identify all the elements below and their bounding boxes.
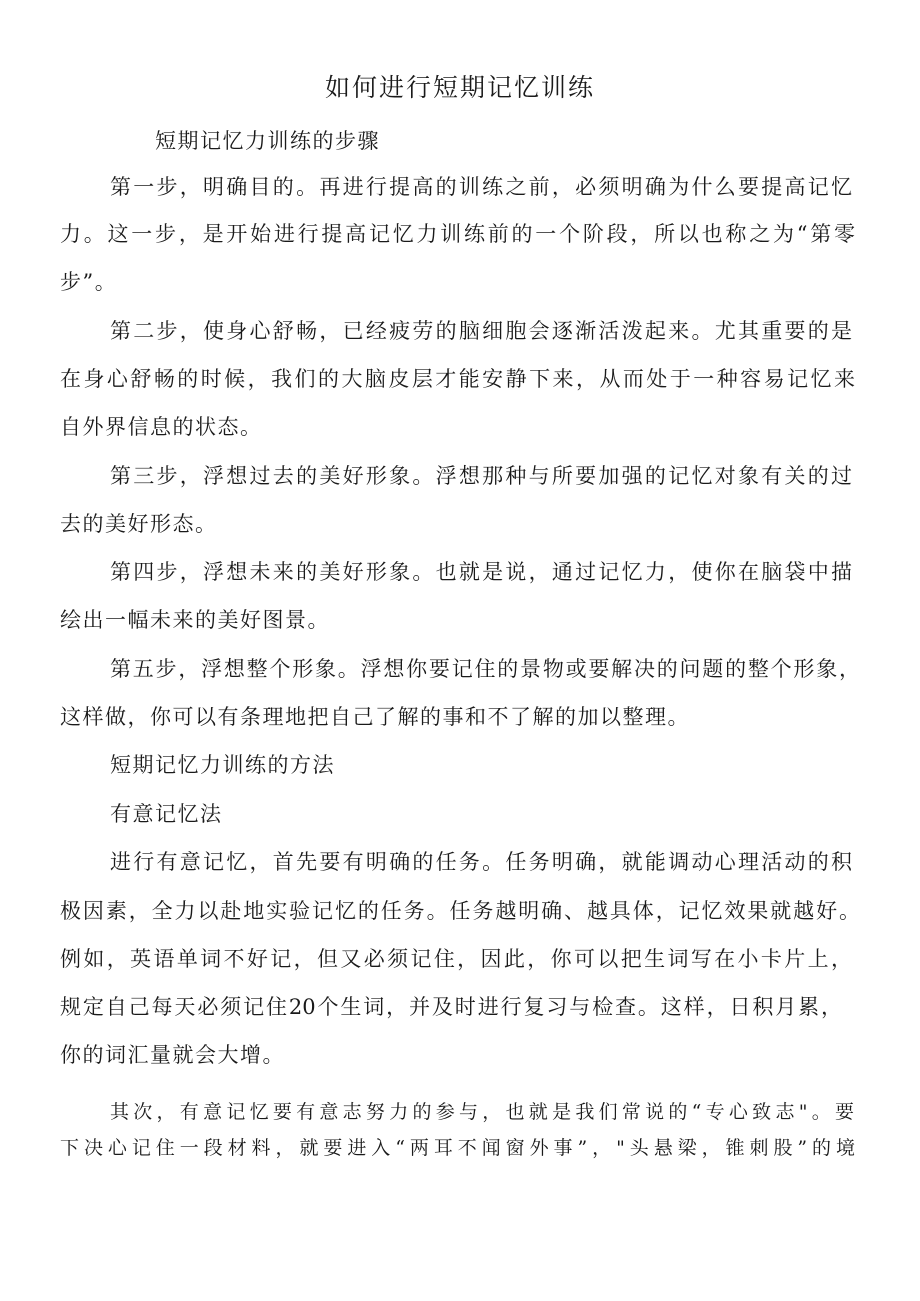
paragraph-line: 第五步，浮想整个形象。浮想你要记住的景物或要解决的问题的整个形象， (110, 657, 860, 681)
paragraph-line: 步”。 (60, 270, 118, 294)
paragraph-line: 下决心记住一段材料，就要进入“两耳不闻窗外事”，"头悬梁，锥刺股”的境 (60, 1137, 855, 1159)
paragraph-line: 其次，有意记忆要有意志努力的参与，也就是我们常说的“专心致志"。要 (110, 1101, 854, 1123)
paragraph-line: 短期记忆力训练的步骤 (155, 129, 380, 153)
subsection-heading: 有意记忆法 (110, 802, 223, 826)
paragraph-line: 在身心舒畅的时候，我们的大脑皮层才能安静下来，从而处于一种容易记忆来 (60, 367, 855, 391)
paragraph-line: 规定自己每天必须记住20个生词，并及时进行复习与检查。这样，日积月累， (60, 995, 842, 1019)
paragraph-line: 极因素，全力以赴地实验记忆的任务。任务越明确、越具体，记忆效果就越好。 (60, 899, 860, 923)
paragraph-line: 去的美好形态。 (60, 512, 218, 536)
paragraph-line: 自外界信息的状态。 (60, 415, 263, 439)
document-title: 如何进行短期记忆训练 (324, 73, 595, 102)
paragraph-line: 第三步，浮想过去的美好形象。浮想那种与所要加强的记忆对象有关的过 (110, 464, 852, 488)
paragraph-line: 第二步，使身心舒畅，已经疲劳的脑细胞会逐渐活泼起来。尤其重要的是 (110, 319, 852, 343)
section-heading: 短期记忆力训练的方法 (110, 753, 335, 777)
paragraph-line: 绘出一幅未来的美好图景。 (60, 608, 330, 632)
paragraph-line: 例如，英语单词不好记，但又必须记住，因此，你可以把生词写在小卡片上， (60, 947, 852, 971)
paragraph-line: 力。这一步，是开始进行提高记忆力训练前的一个阶段，所以也称之为“第零 (60, 222, 855, 246)
paragraph-line: 这样做，你可以有条理地把自己了解的事和不了解的加以整理。 (60, 705, 690, 729)
paragraph-line: 第一步，明确目的。再进行提高的训练之前，必须明确为什么要提高记忆 (110, 175, 852, 199)
paragraph-line: 进行有意记忆，首先要有明确的任务。任务明确，就能调动心理活动的积 (110, 850, 852, 874)
paragraph-line: 你的词汇量就会大增。 (60, 1043, 285, 1067)
paragraph-line: 第四步，浮想未来的美好形象。也就是说，通过记忆力，使你在脑袋中描 (110, 560, 852, 584)
